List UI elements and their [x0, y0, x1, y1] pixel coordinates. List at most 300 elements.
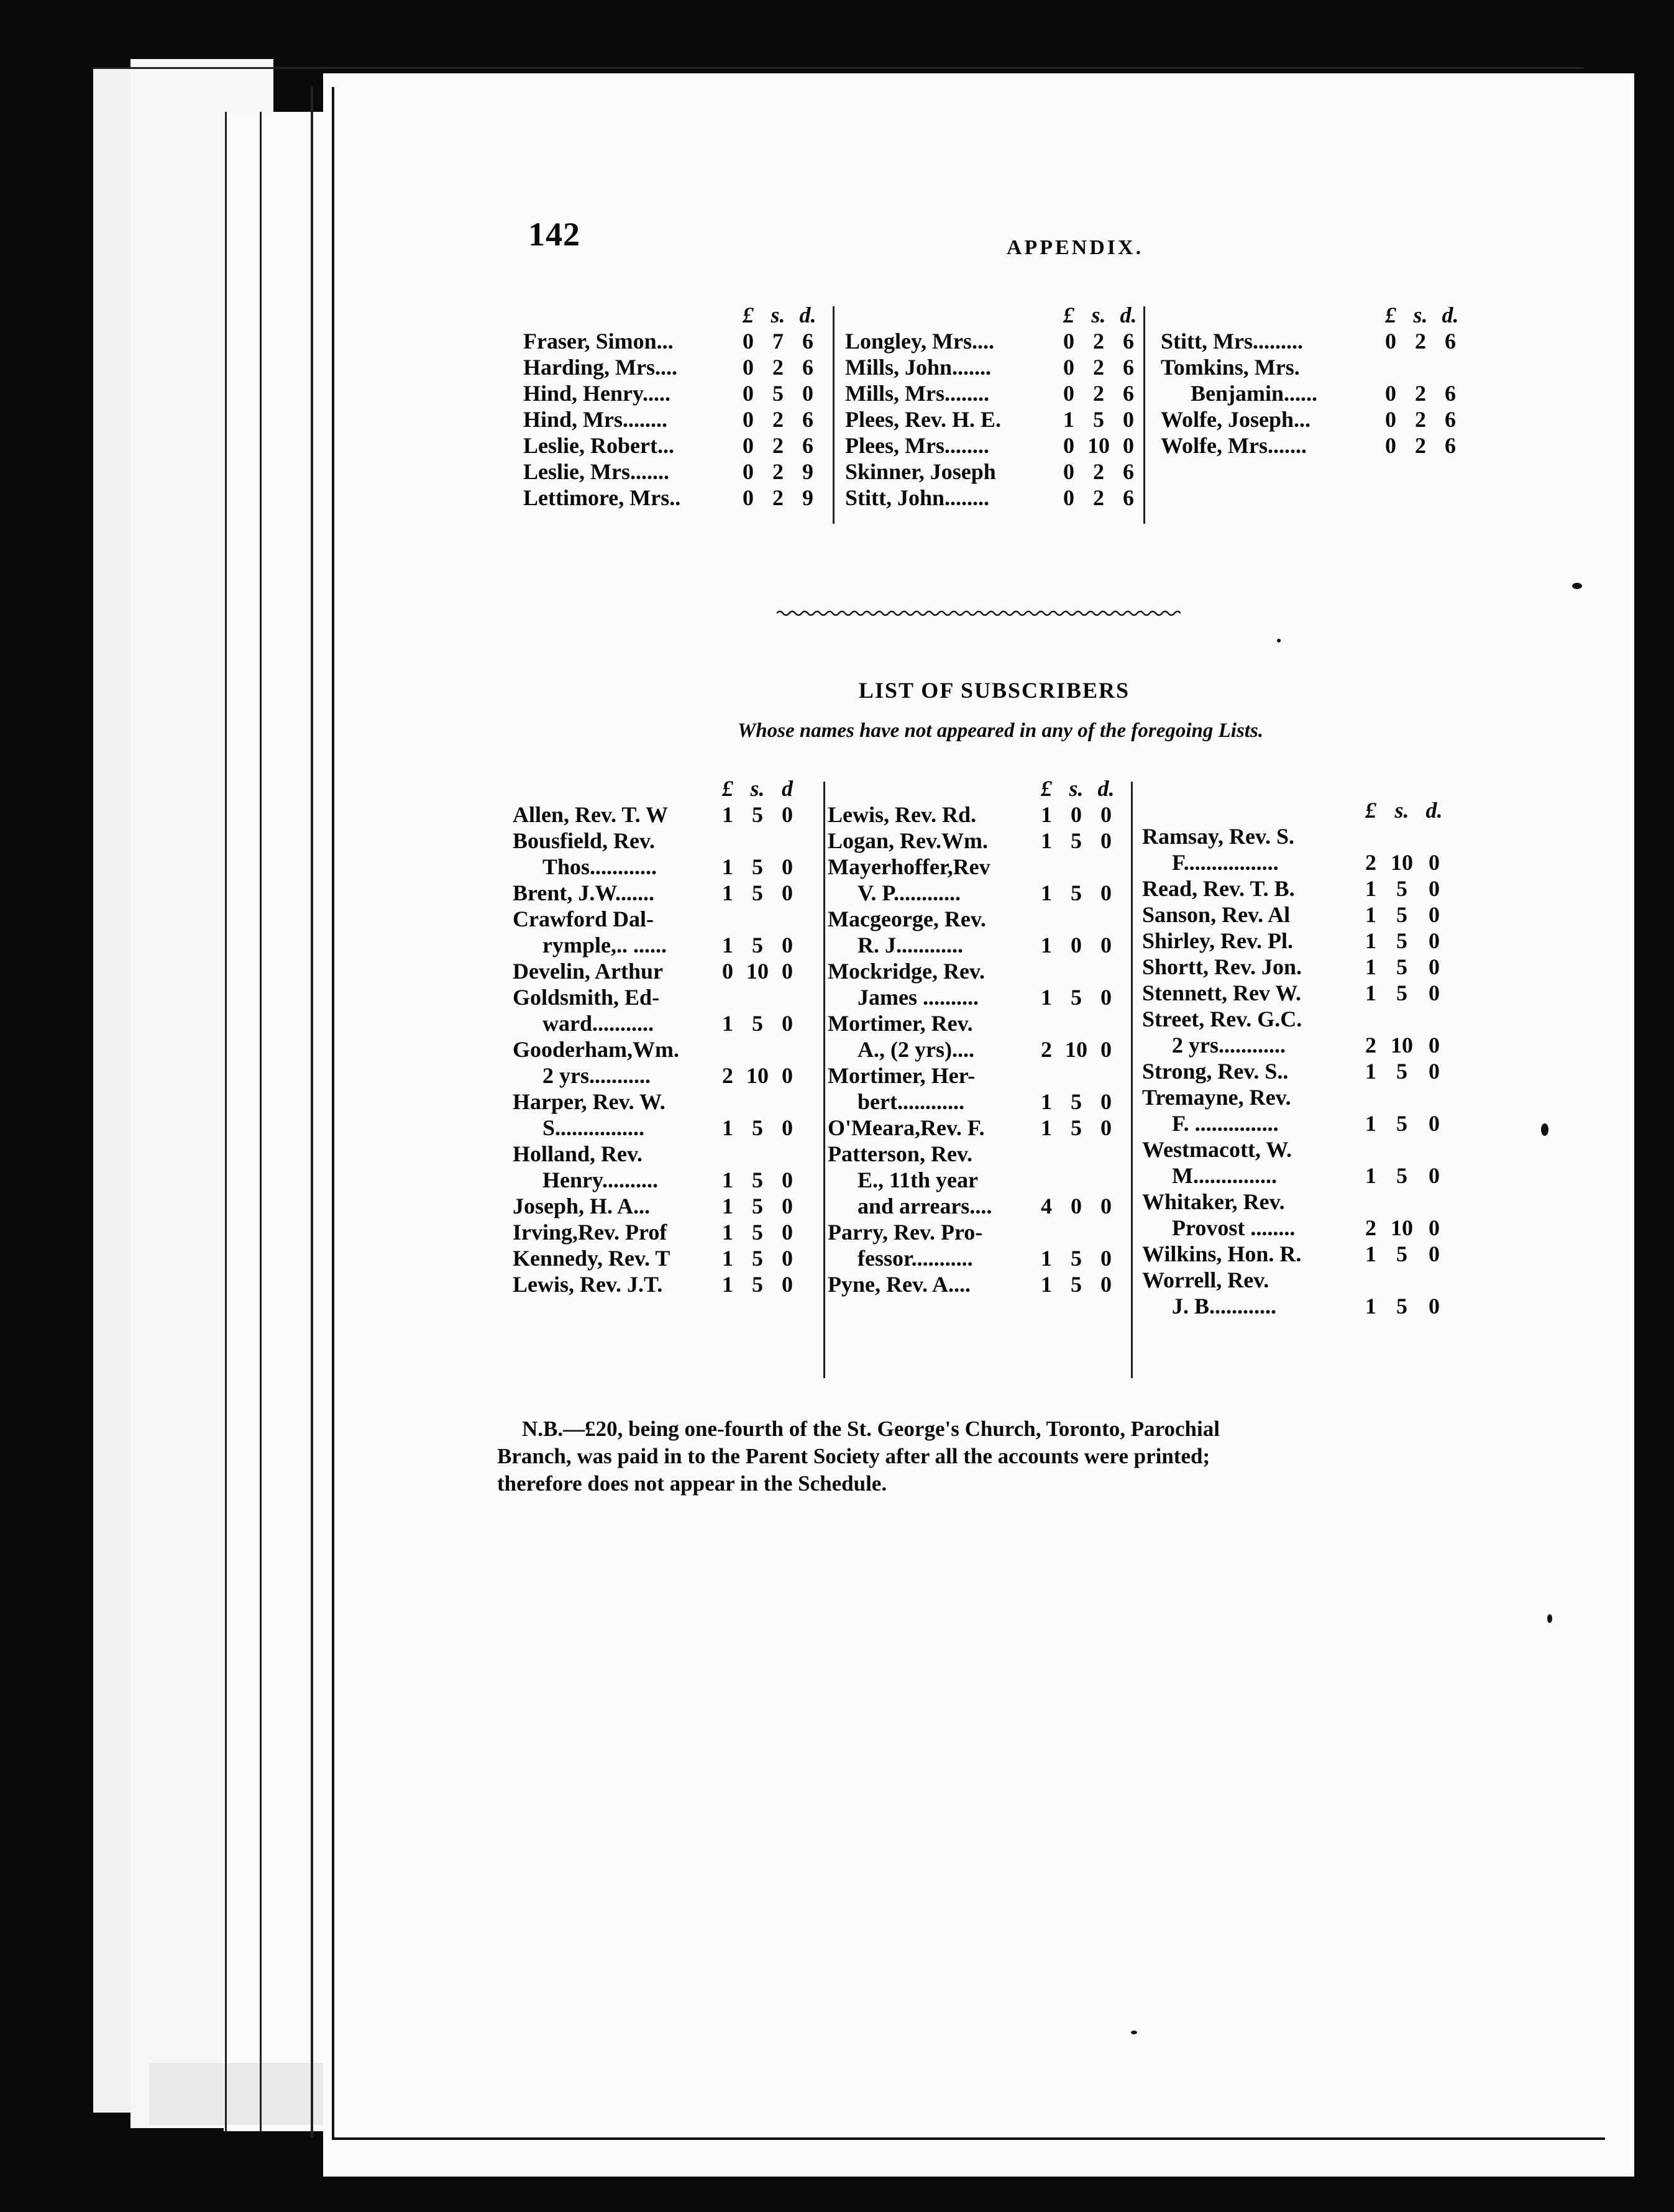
amount-pence: 6	[1123, 355, 1134, 380]
amount-pence: 6	[1445, 329, 1456, 354]
running-head: APPENDIX.	[1006, 236, 1144, 259]
top-list-column-3	[1161, 302, 1471, 459]
amount-pence: 0	[1429, 928, 1440, 953]
amount-shillings: 0	[1071, 933, 1082, 957]
amount-pence: 0	[1100, 828, 1112, 853]
ledger-row	[1142, 1084, 1465, 1110]
amount-pence: 0	[1100, 1246, 1112, 1271]
ledger-row	[523, 459, 821, 485]
amount-shillings: 5	[772, 381, 784, 406]
amount-pounds: 0	[743, 459, 754, 484]
ink-speck	[1131, 2031, 1137, 2034]
amount-pounds: 1	[722, 1220, 733, 1245]
subscriber-name: Shortt, Rev. Jon.	[1142, 954, 1302, 979]
ledger-row	[828, 906, 1145, 932]
amount-pounds: 0	[1063, 433, 1074, 458]
amount-pounds: 0	[1063, 459, 1074, 484]
amount-pence: 6	[802, 329, 813, 354]
amount-pounds: 1	[1041, 1115, 1052, 1140]
currency-header-row	[513, 775, 830, 802]
amount-pounds: 1	[722, 1194, 733, 1218]
amount-shillings: 5	[1071, 1089, 1082, 1114]
amount-shillings: 2	[1093, 381, 1104, 406]
subscriber-name: Patterson, Rev.	[828, 1141, 972, 1166]
currency-header-pounds: £	[1385, 303, 1396, 327]
subscriber-name: Westmacott, W.	[1142, 1137, 1292, 1162]
subscriber-name: 2 yrs............	[1172, 1033, 1286, 1058]
amount-shillings: 10	[1087, 433, 1110, 458]
amount-pounds: 0	[1385, 407, 1396, 432]
subscriber-name: V. P............	[858, 880, 961, 905]
amount-shillings: 5	[1071, 1115, 1082, 1140]
amount-shillings: 10	[746, 1063, 769, 1088]
currency-header-pence: d.	[799, 303, 816, 327]
amount-pence: 0	[1123, 407, 1134, 432]
amount-pounds: 1	[722, 1011, 733, 1036]
subscriber-name: Hind, Henry.....	[523, 381, 671, 406]
amount-pounds: 4	[1041, 1194, 1052, 1218]
amount-pence: 6	[1123, 381, 1134, 406]
subscriber-name: James ..........	[858, 985, 979, 1010]
amount-pence: 0	[1429, 1215, 1440, 1240]
subscriber-name: and arrears....	[858, 1194, 992, 1218]
amount-shillings: 5	[1071, 828, 1082, 853]
amount-pence: 0	[782, 854, 793, 879]
ink-speck	[1277, 639, 1281, 642]
subscriber-name: Read, Rev. T. B.	[1142, 876, 1295, 901]
ledger-row	[1142, 1110, 1465, 1136]
currency-header-shillings: s.	[1069, 776, 1084, 801]
subscriber-name: O'Meara,Rev. F.	[828, 1115, 985, 1140]
ledger-row	[828, 1167, 1145, 1193]
subscriber-name: J. B............	[1172, 1294, 1277, 1319]
ledger-row	[828, 1115, 1145, 1141]
amount-shillings: 2	[1415, 407, 1426, 432]
amount-shillings: 5	[1396, 954, 1407, 979]
ledger-row	[513, 958, 830, 984]
subscriber-name: Holland, Rev.	[513, 1141, 643, 1166]
ink-speck	[1572, 583, 1582, 589]
amount-pounds: 2	[1365, 1033, 1376, 1058]
amount-shillings: 10	[1391, 1033, 1413, 1058]
ledger-row	[1161, 354, 1471, 380]
amount-shillings: 2	[772, 355, 784, 380]
amount-pounds: 1	[1365, 1241, 1376, 1266]
amount-shillings: 10	[1391, 1215, 1413, 1240]
amount-pounds: 0	[1063, 485, 1074, 510]
document-page	[323, 73, 1634, 2177]
amount-pence: 0	[782, 1194, 793, 1218]
currency-header-pounds: £	[722, 776, 733, 801]
subscriber-name: Parry, Rev. Pro-	[828, 1220, 983, 1245]
note-line: therefore does not appear in the Schedule.	[497, 1471, 887, 1496]
ledger-row	[513, 1271, 830, 1297]
amount-pounds: 0	[1385, 433, 1396, 458]
amount-shillings: 5	[1396, 1111, 1407, 1136]
ledger-row	[1142, 1032, 1465, 1058]
amount-pounds: 0	[743, 433, 754, 458]
amount-shillings: 5	[752, 933, 763, 957]
amount-pounds: 0	[743, 407, 754, 432]
subscriber-name: Henry..........	[542, 1168, 658, 1192]
amount-pence: 0	[1100, 1194, 1112, 1218]
subscriber-name: Pyne, Rev. A....	[828, 1272, 971, 1297]
amount-pence: 6	[1445, 381, 1456, 406]
subscriber-name: Ramsay, Rev. S.	[1142, 824, 1295, 849]
amount-pence: 0	[782, 933, 793, 957]
ledger-row	[828, 880, 1145, 906]
wavy-separator	[777, 609, 1181, 618]
currency-header-pounds: £	[1041, 776, 1052, 801]
subscriber-name: Goldsmith, Ed-	[513, 985, 660, 1010]
subscriber-name: Harper, Rev. W.	[513, 1089, 665, 1114]
amount-pounds: 0	[722, 959, 733, 984]
subscriber-name: Bousfield, Rev.	[513, 828, 656, 853]
ledger-row	[513, 1036, 830, 1063]
subscriber-name: S................	[542, 1115, 645, 1140]
ledger-row	[845, 485, 1156, 511]
ledger-row	[828, 828, 1145, 854]
subscriber-name: Benjamin......	[1191, 381, 1318, 406]
amount-pence: 0	[1429, 1241, 1440, 1266]
amount-shillings: 5	[1396, 1163, 1407, 1188]
amount-pounds: 1	[1041, 1089, 1052, 1114]
ledger-row	[523, 406, 821, 432]
ledger-row	[513, 906, 830, 932]
amount-pence: 6	[1445, 433, 1456, 458]
amount-pence: 9	[802, 485, 813, 510]
amount-pounds: 1	[722, 880, 733, 905]
amount-shillings: 5	[1071, 1272, 1082, 1297]
subscriber-name: Fraser, Simon...	[523, 329, 674, 354]
subscriber-name: F. ...............	[1172, 1111, 1279, 1136]
ledger-row	[828, 1089, 1145, 1115]
subscriber-name: Stitt, Mrs.........	[1161, 329, 1303, 354]
amount-shillings: 10	[1065, 1037, 1087, 1062]
amount-pence: 6	[1445, 407, 1456, 432]
amount-pence: 0	[1100, 933, 1112, 957]
currency-header-row	[845, 302, 1156, 328]
ledger-row	[1161, 432, 1471, 459]
ledger-row	[828, 984, 1145, 1010]
ledger-row	[513, 1115, 830, 1141]
amount-pence: 0	[782, 1168, 793, 1192]
note-line: Branch, was paid in to the Parent Society after all the accounts were printed;	[497, 1444, 1210, 1468]
amount-pence: 0	[1100, 1037, 1112, 1062]
amount-shillings: 7	[772, 329, 784, 354]
ledger-row	[513, 984, 830, 1010]
subscriber-name: Stitt, John........	[845, 485, 990, 510]
section-subtitle: Whose names have not appeared in any of the foregoing Lists.	[737, 720, 1264, 742]
subscriber-name: Macgeorge, Rev.	[828, 907, 986, 931]
ledger-row	[828, 1219, 1145, 1245]
amount-shillings: 2	[772, 459, 784, 484]
subscriber-name: Mortimer, Rev.	[828, 1011, 973, 1036]
ledger-row	[845, 380, 1156, 406]
subscriber-name: rymple,.. ......	[542, 933, 667, 957]
amount-pounds: 1	[722, 1246, 733, 1271]
currency-header-pounds: £	[743, 303, 754, 327]
subscriber-name: Skinner, Joseph	[845, 459, 996, 484]
currency-header-pounds: £	[1365, 798, 1376, 823]
amount-pence: 0	[1429, 1294, 1440, 1319]
ledger-row	[1142, 902, 1465, 928]
amount-shillings: 5	[752, 802, 763, 827]
amount-pounds: 1	[1365, 1294, 1376, 1319]
ledger-row	[523, 354, 821, 380]
ledger-row	[845, 459, 1156, 485]
amount-pounds: 0	[1063, 329, 1074, 354]
ink-speck	[1541, 1123, 1548, 1136]
ledger-row	[513, 1141, 830, 1167]
currency-header-pence: d.	[1097, 776, 1115, 801]
currency-header-pence: d	[782, 776, 793, 801]
ledger-row	[523, 380, 821, 406]
subscribers-column-2	[828, 775, 1145, 1297]
ledger-row	[513, 880, 830, 906]
ledger-row	[1142, 1267, 1465, 1293]
column-rule	[833, 306, 835, 524]
page-edge-line	[93, 67, 1585, 69]
subscriber-name: Stennett, Rev W.	[1142, 980, 1302, 1005]
ledger-row	[828, 958, 1145, 984]
amount-shillings: 5	[1396, 980, 1407, 1005]
amount-pounds: 1	[1041, 828, 1052, 853]
currency-header-shillings: s.	[1413, 303, 1428, 327]
ledger-row	[513, 932, 830, 958]
currency-header-pence: d.	[1425, 798, 1443, 823]
amount-pounds: 1	[1365, 1111, 1376, 1136]
subscriber-name: Strong, Rev. S..	[1142, 1059, 1289, 1084]
subscriber-name: fessor...........	[858, 1246, 973, 1271]
subscriber-name: Irving,Rev. Prof	[513, 1220, 667, 1245]
amount-pence: 0	[1429, 954, 1440, 979]
amount-shillings: 5	[1396, 1059, 1407, 1084]
currency-header-row	[1161, 302, 1471, 328]
subscriber-name: Tremayne, Rev.	[1142, 1085, 1291, 1110]
amount-shillings: 2	[1093, 459, 1104, 484]
amount-shillings: 0	[1071, 802, 1082, 827]
amount-pounds: 1	[1041, 985, 1052, 1010]
ledger-row	[828, 1271, 1145, 1297]
subscriber-name: Street, Rev. G.C.	[1142, 1007, 1302, 1031]
amount-shillings: 2	[1415, 381, 1426, 406]
ledger-row	[845, 406, 1156, 432]
amount-pounds: 1	[722, 802, 733, 827]
amount-pence: 9	[802, 459, 813, 484]
subscriber-name: Longley, Mrs....	[845, 329, 994, 354]
amount-pounds: 1	[1063, 407, 1074, 432]
amount-pounds: 1	[1041, 1246, 1052, 1271]
subscribers-column-1	[513, 775, 830, 1297]
amount-pounds: 1	[1365, 1059, 1376, 1084]
amount-pounds: 1	[1365, 928, 1376, 953]
subscriber-name: E., 11th year	[858, 1168, 978, 1192]
subscriber-name: Thos............	[542, 854, 657, 879]
subscriber-name: ward...........	[542, 1011, 654, 1036]
amount-pence: 6	[802, 355, 813, 380]
amount-shillings: 5	[752, 1011, 763, 1036]
amount-pounds: 0	[743, 381, 754, 406]
subscriber-name: Wolfe, Joseph...	[1161, 407, 1311, 432]
subscriber-name: Mills, John.......	[845, 355, 992, 380]
amount-pence: 6	[1123, 485, 1134, 510]
subscriber-name: Wolfe, Mrs.......	[1161, 433, 1307, 458]
amount-shillings: 2	[772, 433, 784, 458]
currency-header-row	[1142, 797, 1465, 823]
subscriber-name: Sanson, Rev. Al	[1142, 902, 1291, 927]
amount-shillings: 2	[1093, 485, 1104, 510]
amount-shillings: 10	[746, 959, 769, 984]
subscriber-name: Worrell, Rev.	[1142, 1268, 1269, 1292]
ledger-row	[513, 1219, 830, 1245]
subscriber-name: Plees, Rev. H. E.	[845, 407, 1001, 432]
nota-bene	[497, 1415, 1466, 1497]
subscriber-name: Tomkins, Mrs.	[1161, 355, 1300, 380]
amount-pounds: 1	[1041, 802, 1052, 827]
ledger-row	[1142, 1189, 1465, 1215]
amount-pence: 6	[802, 433, 813, 458]
ledger-row	[513, 802, 830, 828]
amount-shillings: 5	[752, 854, 763, 879]
ledger-row	[1142, 1241, 1465, 1267]
ledger-row	[1142, 1163, 1465, 1189]
amount-shillings: 5	[1396, 902, 1407, 927]
amount-pounds: 1	[1041, 1272, 1052, 1297]
amount-shillings: 5	[1396, 1241, 1407, 1266]
subscriber-name: Plees, Mrs........	[845, 433, 989, 458]
amount-pounds: 1	[1365, 876, 1376, 901]
amount-pence: 0	[802, 381, 813, 406]
ledger-row	[845, 354, 1156, 380]
amount-pence: 0	[1429, 1059, 1440, 1084]
ledger-row	[523, 432, 821, 459]
amount-pence: 0	[782, 880, 793, 905]
ledger-row	[513, 1167, 830, 1193]
amount-pounds: 1	[722, 1272, 733, 1297]
subscriber-name: A., (2 yrs)....	[858, 1037, 974, 1062]
amount-pounds: 1	[1365, 980, 1376, 1005]
ledger-row	[513, 1193, 830, 1219]
subscriber-name: R. J............	[858, 933, 963, 957]
amount-pence: 0	[782, 1246, 793, 1271]
currency-header-row	[523, 302, 821, 328]
amount-pounds: 0	[743, 355, 754, 380]
column-rule	[1131, 782, 1133, 1378]
amount-shillings: 5	[1396, 876, 1407, 901]
ledger-row	[828, 802, 1145, 828]
subscriber-name: Gooderham,Wm.	[513, 1037, 679, 1062]
subscriber-name: Provost ........	[1172, 1215, 1296, 1240]
currency-header-pence: d.	[1120, 303, 1137, 327]
amount-pence: 0	[1429, 1111, 1440, 1136]
amount-shillings: 5	[752, 880, 763, 905]
subscriber-name: Kennedy, Rev. T	[513, 1246, 670, 1271]
page-number: 142	[528, 216, 580, 253]
subscriber-name: M...............	[1172, 1163, 1277, 1188]
amount-pounds: 2	[1041, 1037, 1052, 1062]
page-edge-line	[260, 112, 262, 2131]
ledger-row	[1142, 1006, 1465, 1032]
amount-pence: 0	[782, 802, 793, 827]
ledger-row	[523, 485, 821, 511]
amount-pence: 0	[1123, 433, 1134, 458]
subscriber-name: Mills, Mrs........	[845, 381, 989, 406]
currency-header-pence: d.	[1442, 303, 1459, 327]
subscriber-name: Brent, J.W.......	[513, 880, 655, 905]
amount-pounds: 0	[743, 329, 754, 354]
ledger-row	[1161, 328, 1471, 354]
amount-shillings: 5	[1396, 1294, 1407, 1319]
amount-shillings: 5	[752, 1168, 763, 1192]
subscriber-name: Leslie, Robert...	[523, 433, 674, 458]
amount-pence: 0	[1100, 985, 1112, 1010]
amount-pence: 0	[1429, 876, 1440, 901]
amount-shillings: 2	[1415, 433, 1426, 458]
amount-pounds: 1	[722, 1168, 733, 1192]
amount-pounds: 1	[722, 933, 733, 957]
ledger-row	[828, 1036, 1145, 1063]
column-rule	[823, 782, 825, 1378]
amount-pence: 0	[1100, 1089, 1112, 1114]
column-rule	[1143, 306, 1145, 524]
ledger-row	[1142, 1215, 1465, 1241]
currency-header-pounds: £	[1063, 303, 1074, 327]
ledger-row	[1142, 1293, 1465, 1319]
amount-pounds: 1	[1365, 954, 1376, 979]
ledger-row	[513, 1063, 830, 1089]
subscribers-column-3	[1142, 797, 1465, 1319]
ledger-row	[1142, 849, 1465, 875]
amount-shillings: 5	[1071, 1246, 1082, 1271]
ledger-row	[513, 1089, 830, 1115]
currency-header-shillings: s.	[771, 303, 785, 327]
ledger-row	[1142, 1136, 1465, 1163]
amount-shillings: 2	[1093, 355, 1104, 380]
subscriber-name: 2 yrs...........	[542, 1063, 651, 1088]
amount-shillings: 2	[1415, 329, 1426, 354]
ledger-row	[1142, 928, 1465, 954]
ledger-row	[1142, 954, 1465, 980]
amount-pence: 0	[1100, 1115, 1112, 1140]
ledger-row	[1142, 875, 1465, 902]
amount-pence: 0	[1100, 880, 1112, 905]
ledger-row	[1142, 1058, 1465, 1084]
section-title: LIST OF SUBSCRIBERS	[858, 678, 1130, 703]
amount-pounds: 0	[1063, 355, 1074, 380]
amount-shillings: 5	[752, 1194, 763, 1218]
ledger-row	[1142, 823, 1465, 849]
ledger-row	[845, 432, 1156, 459]
amount-pounds: 0	[743, 485, 754, 510]
amount-shillings: 5	[1071, 880, 1082, 905]
subscriber-name: Shirley, Rev. Pl.	[1142, 928, 1293, 953]
subscriber-name: Harding, Mrs....	[523, 355, 677, 380]
amount-pence: 6	[1123, 329, 1134, 354]
currency-header-row	[828, 775, 1145, 802]
amount-shillings: 0	[1071, 1194, 1082, 1218]
ledger-row	[828, 1245, 1145, 1271]
ledger-row	[828, 1141, 1145, 1167]
amount-pounds: 0	[1385, 329, 1396, 354]
ledger-row	[828, 1010, 1145, 1036]
subscriber-name: Whitaker, Rev.	[1142, 1189, 1285, 1214]
amount-pence: 0	[782, 959, 793, 984]
ledger-row	[513, 1245, 830, 1271]
ledger-row	[828, 1193, 1145, 1219]
ledger-row	[513, 1010, 830, 1036]
subscriber-name: Lewis, Rev. Rd.	[828, 802, 977, 827]
